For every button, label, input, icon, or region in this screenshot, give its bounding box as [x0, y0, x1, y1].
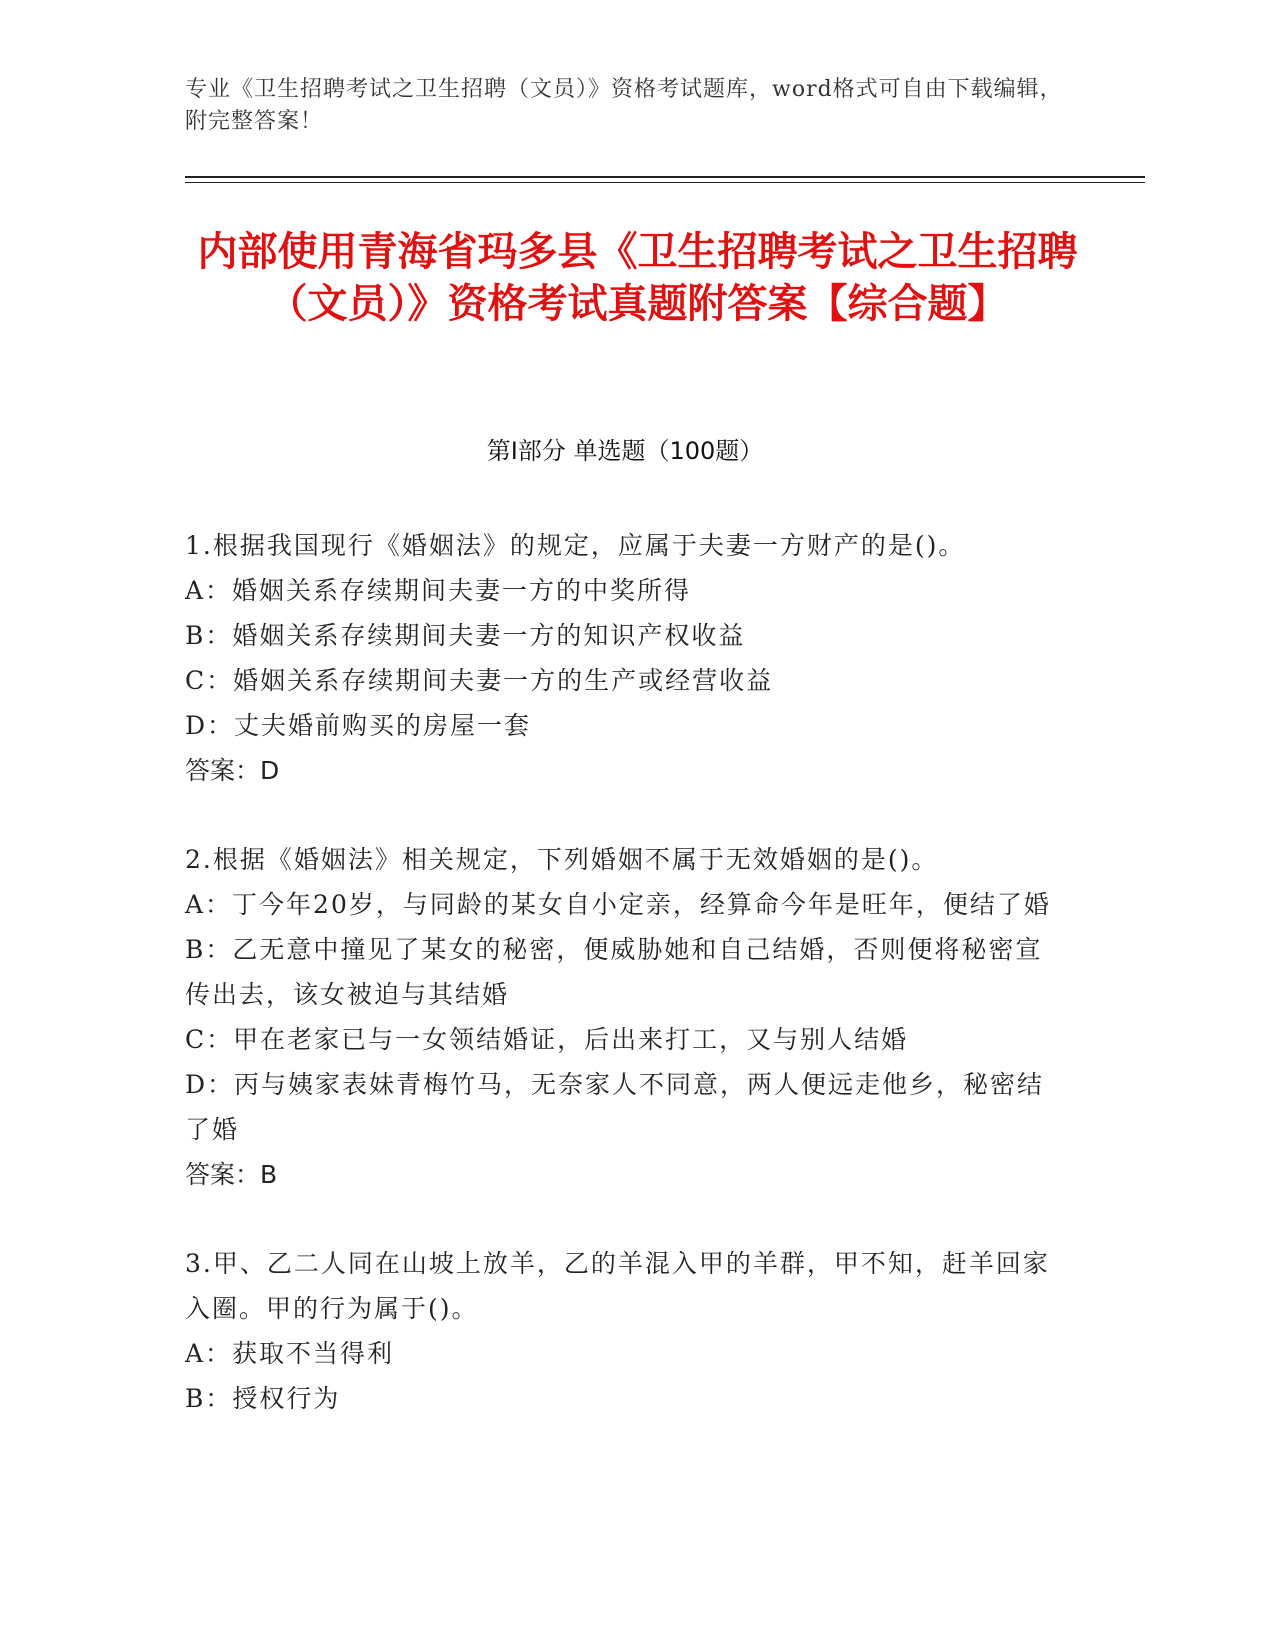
- question-option-b: B：婚姻关系存续期间夫妻一方的知识产权收益: [185, 621, 746, 650]
- question-answer: 答案：B: [185, 1160, 278, 1189]
- document-title: 内部使用青海省玛多县《卫生招聘考试之卫生招聘（文员）》资格考试真题附答案【综合题】: [197, 229, 1078, 327]
- question-option-c: C：婚姻关系存续期间夫妻一方的生产或经营收益: [185, 666, 774, 695]
- question-1: [185, 523, 1065, 793]
- question-option-c: C：甲在老家已与一女领结婚证，后出来打工，又与别人结婚: [185, 1025, 909, 1054]
- question-stem: 1.根据我国现行《婚姻法》的规定，应属于夫妻一方财产的是()。: [185, 531, 966, 560]
- question-option-b: B：乙无意中撞见了某女的秘密，便威胁她和自己结婚，否则便将秘密宣传出去，该女被迫与其结婚: [185, 935, 1043, 1009]
- question-option-b: B：授权行为: [185, 1384, 341, 1413]
- question-option-a: A：婚姻关系存续期间夫妻一方的中奖所得: [185, 576, 692, 605]
- question-list: [185, 523, 1065, 1465]
- question-option-a: A：丁今年20岁，与同龄的某女自小定亲，经算命今年是旺年，便结了婚: [185, 890, 1051, 919]
- question-option-a: A：获取不当得利: [185, 1339, 395, 1368]
- question-stem: 2.根据《婚姻法》相关规定，下列婚姻不属于无效婚姻的是()。: [185, 845, 939, 874]
- section-heading: 第Ⅰ部分 单选题（100题）: [486, 437, 764, 465]
- header-rule-thin: [185, 182, 1145, 183]
- header-rule-thick: [185, 176, 1145, 178]
- question-3: [185, 1241, 1065, 1421]
- question-stem: 3.甲、乙二人同在山坡上放羊，乙的羊混入甲的羊群，甲不知，赶羊回家入圈。甲的行为属于()。: [185, 1249, 1050, 1323]
- question-answer: 答案：D: [185, 756, 280, 785]
- question-option-d: D：丈夫婚前购买的房屋一套: [185, 711, 532, 740]
- question-option-d: D：丙与姨家表妹青梅竹马，无奈家人不同意，两人便远走他乡，秘密结了婚: [185, 1070, 1045, 1144]
- header-note: 专业《卫生招聘考试之卫生招聘（文员）》资格考试题库，word格式可自由下载编辑，附完整答案！: [185, 77, 1063, 134]
- question-2: [185, 837, 1065, 1197]
